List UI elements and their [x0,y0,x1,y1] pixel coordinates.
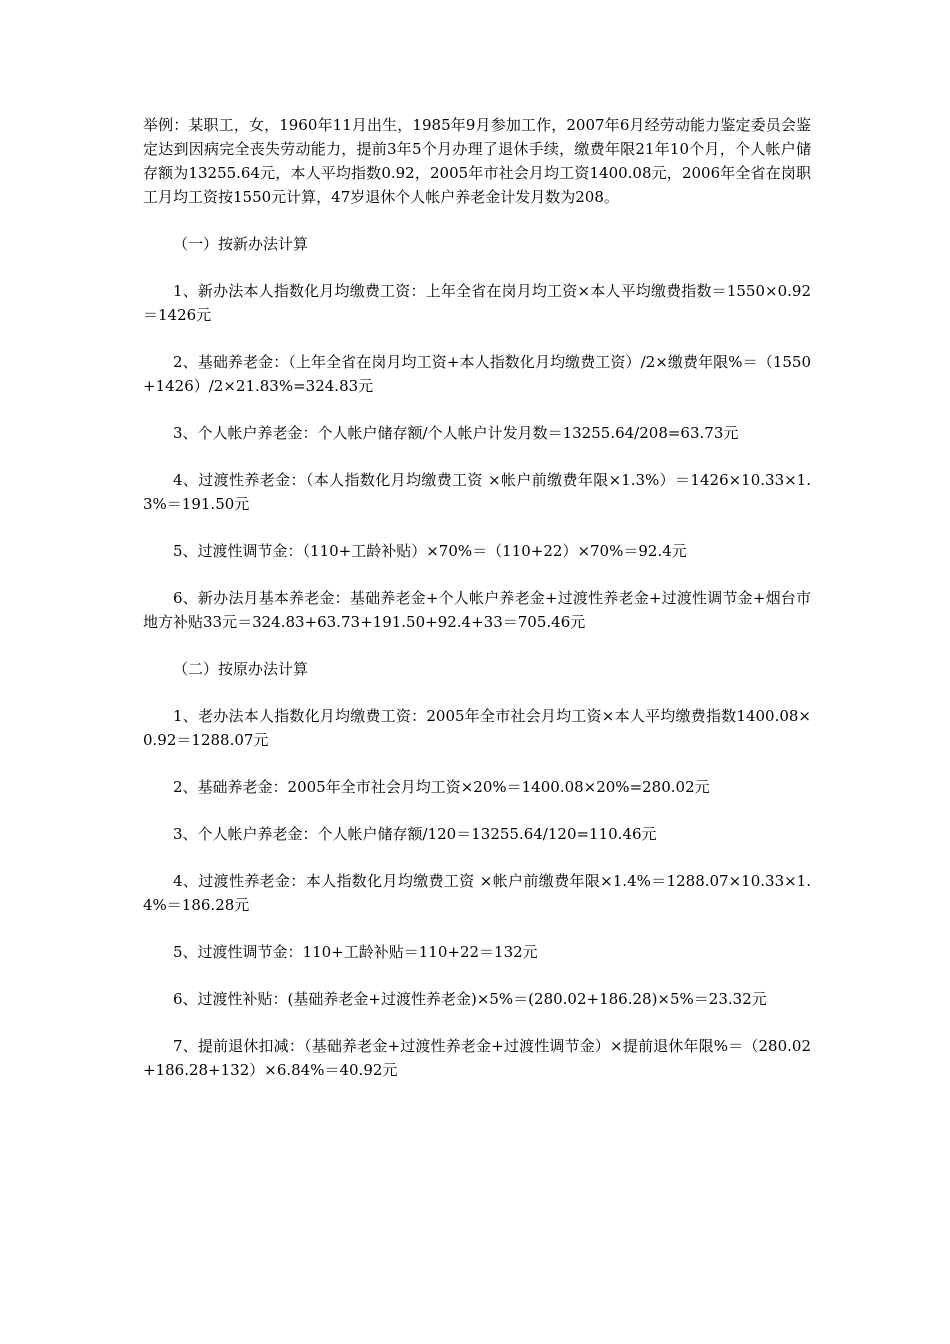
old-method-item-2: 2、基础养老金：2005年全市社会月均工资×20%＝1400.08×20%=280.02元 [173,778,710,796]
new-method-item-5: 5、过渡性调节金：（110+工龄补贴）×70%＝（110+22）×70%＝92.4元 [173,542,687,560]
new-method-item-3: 3、个人帐户养老金：个人帐户储存额/个人帐户计发月数＝13255.64/208=63.73元 [173,424,739,442]
intro-paragraph: 举例：某职工，女，1960年11月出生，1985年9月参加工作，2007年6月经劳动能力鉴定委员会鉴定达到因病完全丧失劳动能力，提前3年5个月办理了退休手续，缴费年限21年10个月，个人帐户储存额为13255.64元，本人平均指数0.92，2005年市社会月均工资1400.08元，2006年全省在岗职工月均工资按1550元计算，47岁退休个人帐户养老金计发月数为208。 [143,116,811,206]
section-heading-new-method: （一）按新办法计算 [173,235,309,253]
old-method-item-1: 1、老办法本人指数化月均缴费工资：2005年全市社会月均工资×本人平均缴费指数1400.08×0.92＝1288.07元 [143,707,811,749]
document-page [143,113,811,1105]
new-method-item-1: 1、新办法本人指数化月均缴费工资：上年全省在岗月均工资×本人平均缴费指数＝1550×0.92＝1426元 [143,282,811,324]
section-heading-old-method: （二）按原办法计算 [173,660,309,678]
old-method-item-5: 5、过渡性调节金：110+工龄补贴＝110+22＝132元 [173,943,538,961]
new-method-item-2: 2、基础养老金：（上年全省在岗月均工资+本人指数化月均缴费工资）/2×缴费年限%＝（1550+1426）/2×21.83%=324.83元 [143,353,811,395]
new-method-item-6: 6、新办法月基本养老金：基础养老金+个人帐户养老金+过渡性养老金+过渡性调节金+烟台市地方补贴33元＝324.83+63.73+191.50+92.4+33＝705.46元 [143,589,811,631]
new-method-item-4: 4、过渡性养老金：（本人指数化月均缴费工资 ×帐户前缴费年限×1.3%）＝1426×10.33×1.3%＝191.50元 [143,471,811,513]
old-method-item-4: 4、过渡性养老金：本人指数化月均缴费工资 ×帐户前缴费年限×1.4%＝1288.07×10.33×1.4%＝186.28元 [143,872,811,914]
old-method-item-7: 7、提前退休扣减：（基础养老金+过渡性养老金+过渡性调节金）×提前退休年限%＝（280.02+186.28+132）×6.84%＝40.92元 [143,1037,811,1079]
old-method-item-3: 3、个人帐户养老金：个人帐户储存额/120＝13255.64/120=110.46元 [173,825,657,843]
old-method-item-6: 6、过渡性补贴：(基础养老金+过渡性养老金)×5%＝(280.02+186.28)×5%＝23.32元 [173,990,767,1008]
